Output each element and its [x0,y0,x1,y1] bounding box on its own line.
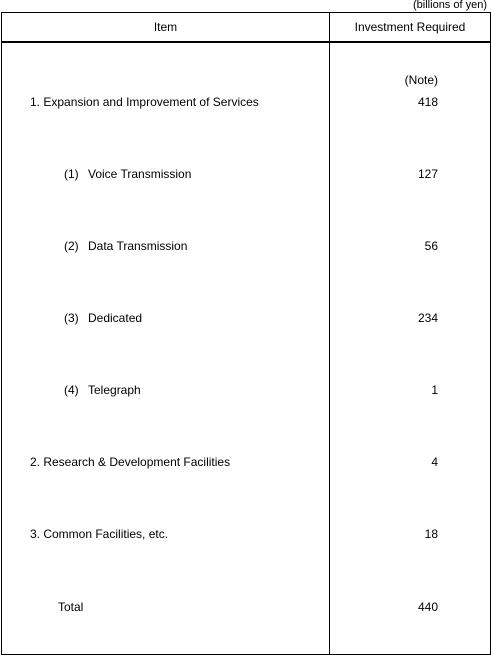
row-value-common: 18 [424,527,438,541]
row-number: (4) [64,383,79,397]
row-value-expansion: 418 [417,95,438,109]
investment-table [1,12,491,655]
row-label-voice [64,167,191,181]
row-value-data: 56 [424,239,438,253]
row-label-telegraph [64,383,141,397]
column-divider [329,13,330,654]
header-investment-required: Investment Required [354,20,466,34]
row-label-data [64,239,187,253]
row-label-expansion: 1. Expansion and Improvement of Services [30,95,259,109]
row-value-voice: 127 [417,167,438,181]
row-text: Dedicated [88,311,143,325]
row-text: Voice Transmission [88,167,192,181]
row-label-total: Total [58,600,84,614]
row-text: Telegraph [88,383,141,397]
row-value-telegraph: 1 [431,383,438,397]
header-item: Item [153,20,178,34]
table-header [2,13,490,43]
row-number: (3) [64,311,79,325]
row-label-common: 3. Common Facilities, etc. [30,527,169,541]
note-label: (Note) [404,73,438,87]
unit-label: (billions of yen) [413,0,487,11]
row-value-research: 4 [431,455,438,469]
row-value-dedicated: 234 [417,311,438,325]
row-number: (1) [64,167,79,181]
row-number: (2) [64,239,79,253]
row-label-dedicated [64,311,142,325]
row-text: Data Transmission [88,239,188,253]
row-value-total: 440 [417,600,438,614]
row-label-research: 2. Research & Development Facilities [30,455,231,469]
